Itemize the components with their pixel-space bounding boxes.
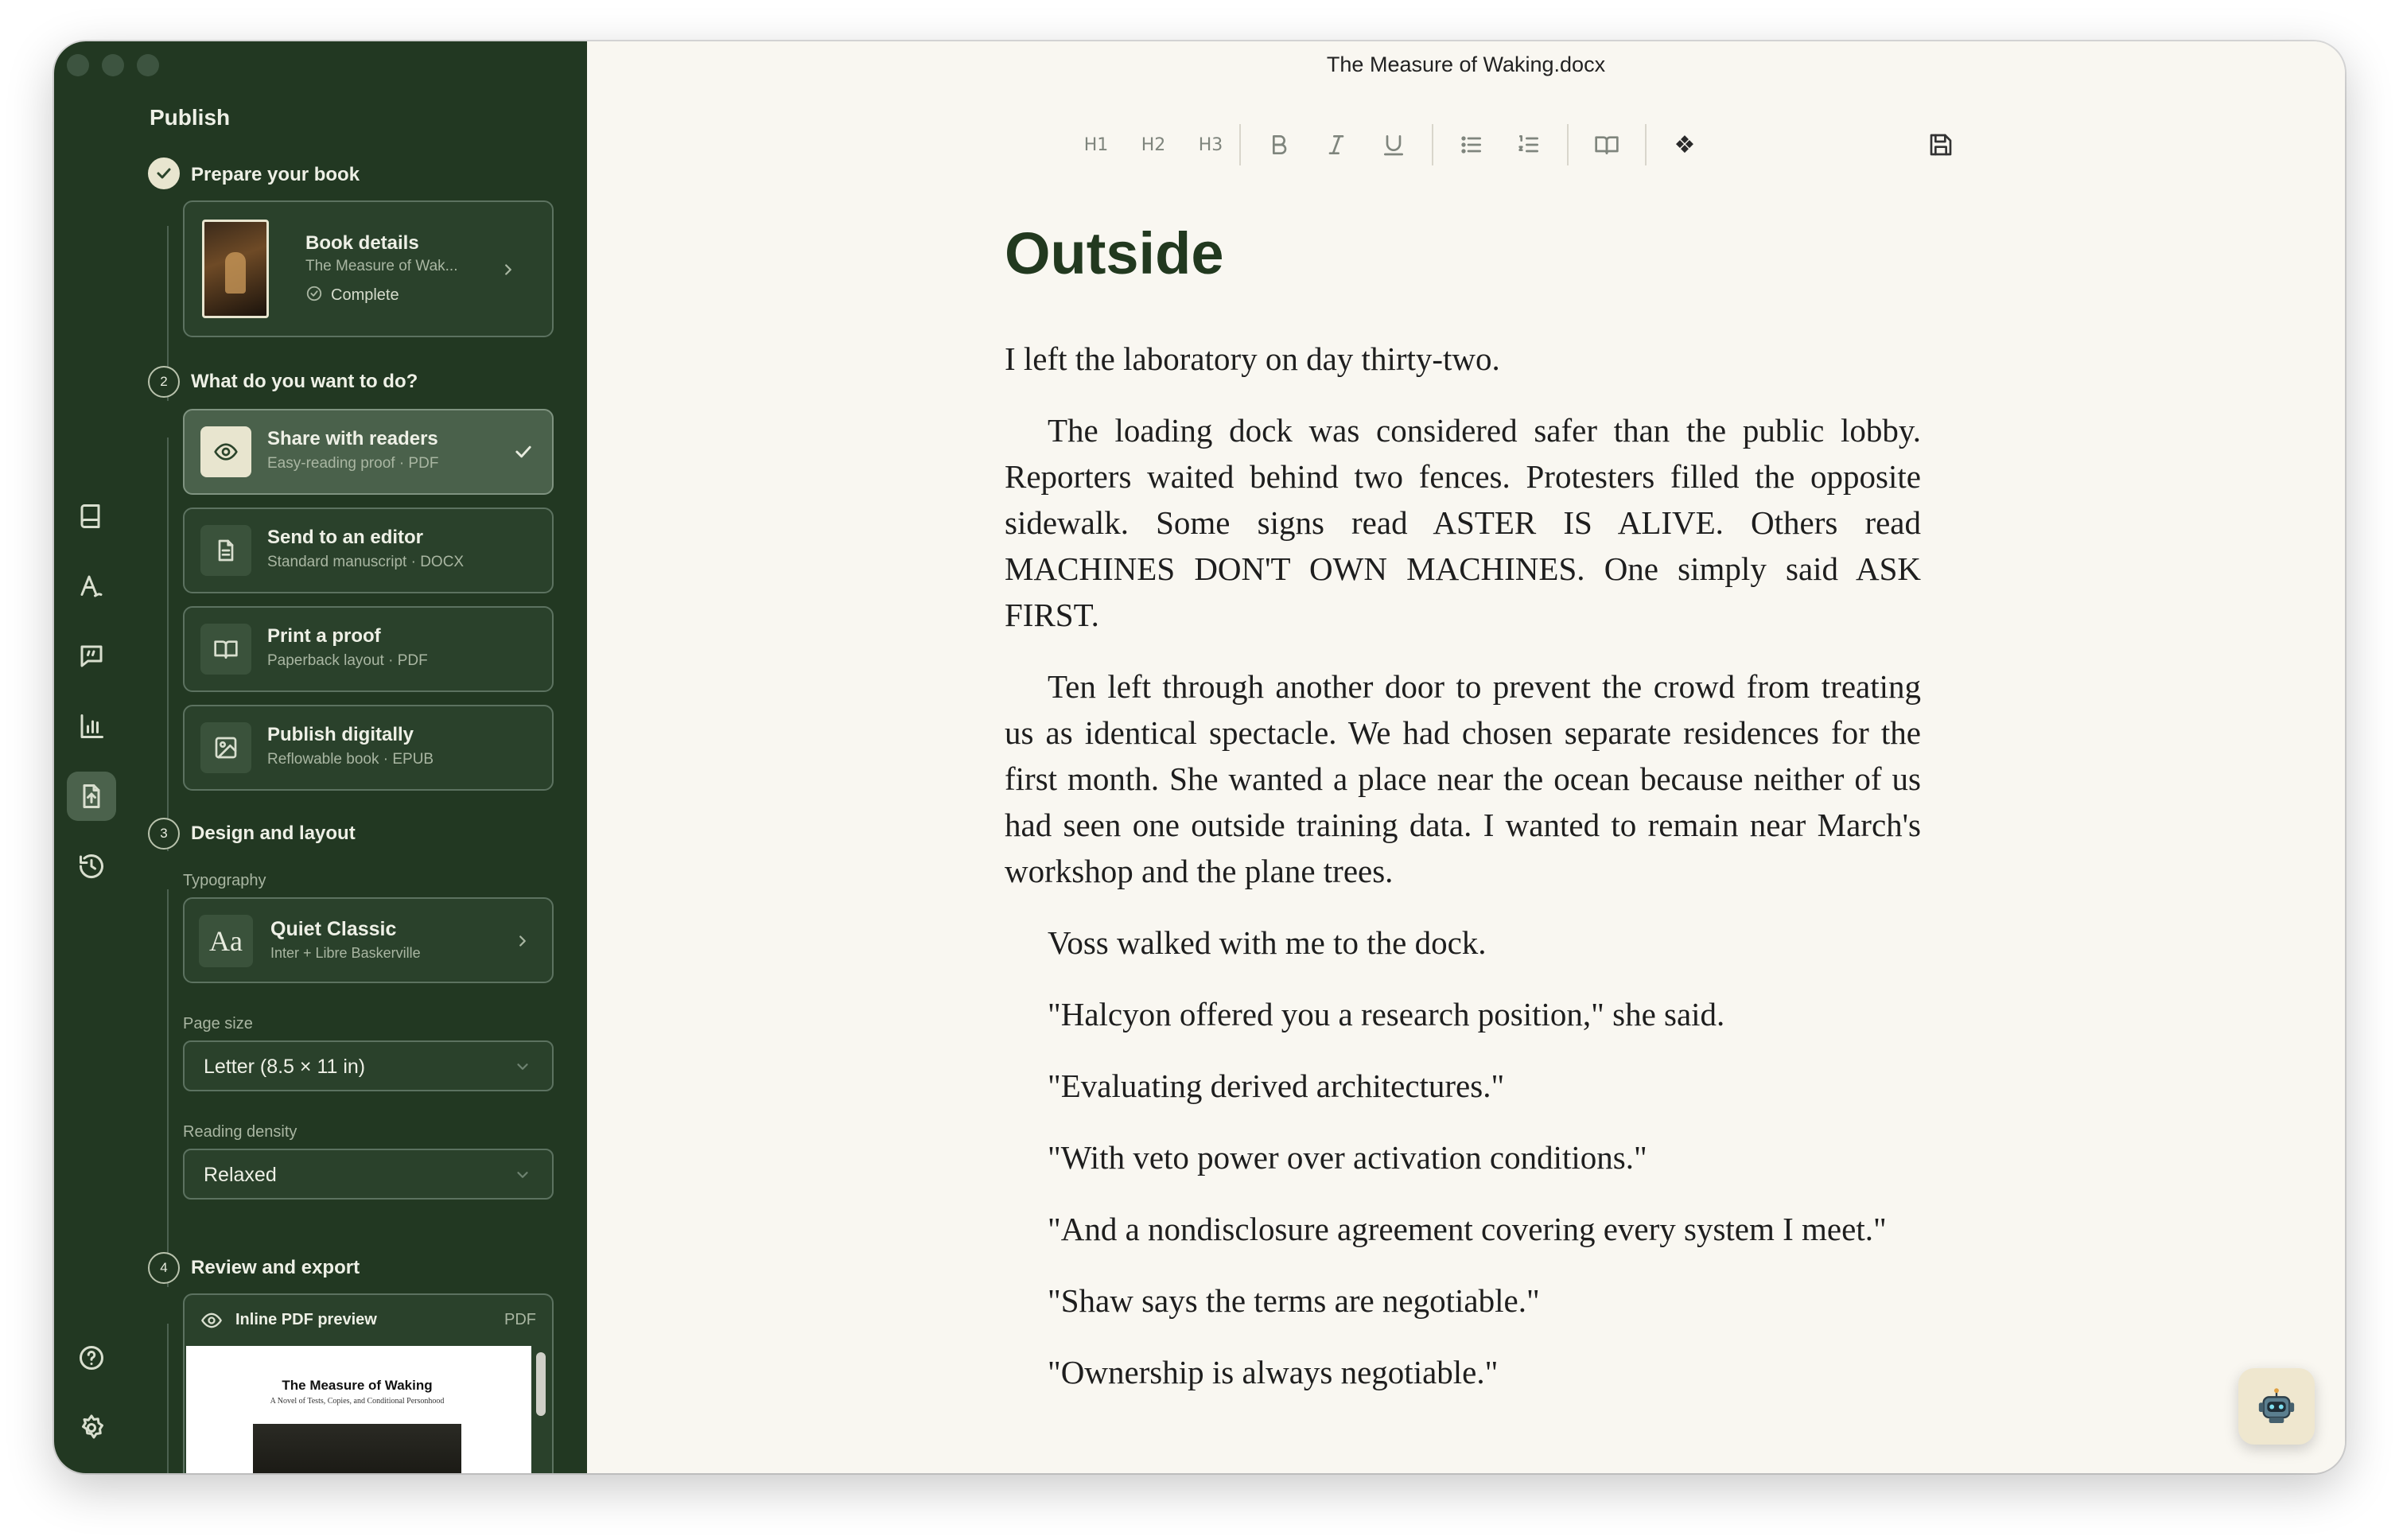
- numbered-list-icon: [1516, 132, 1542, 158]
- rail-typography-button[interactable]: [67, 562, 116, 611]
- settings-icon: [77, 1414, 106, 1442]
- check-icon: [154, 164, 173, 183]
- step-connector: [167, 438, 169, 851]
- book-details-status: Complete: [331, 286, 399, 304]
- typography-fonts: Inter + Libre Baskerville: [270, 945, 421, 961]
- settings-button[interactable]: [67, 1403, 116, 1452]
- paragraph: "Shaw says the terms are negotiable.": [1048, 1282, 1540, 1319]
- page-size-select[interactable]: [183, 1040, 554, 1091]
- option-subtitle: Paperback layout · PDF: [267, 652, 428, 669]
- step-1-title: Prepare your book: [191, 164, 360, 185]
- option-subtitle: Standard manuscript · DOCX: [267, 554, 465, 570]
- chevron-down-icon: [514, 1166, 531, 1184]
- image-icon: [200, 722, 251, 773]
- rail-publish-button[interactable]: [67, 772, 116, 821]
- option-title: Share with readers: [267, 428, 438, 449]
- underline-icon: [1381, 132, 1406, 158]
- typography-name: Quiet Classic: [270, 918, 397, 940]
- typography-label: Typography: [183, 872, 266, 889]
- minimize-window-button[interactable]: [102, 54, 124, 76]
- rail-comments-button[interactable]: [67, 632, 116, 681]
- app-window: [54, 41, 2345, 1473]
- document-icon: [200, 525, 251, 576]
- complete-check-icon: [305, 285, 325, 304]
- chevron-down-icon: [514, 1058, 531, 1075]
- chevron-right-icon: [500, 261, 517, 278]
- paragraph: "Evaluating derived architectures.": [1048, 1068, 1505, 1104]
- save-icon: [1928, 132, 1954, 158]
- eye-icon: [200, 426, 251, 477]
- step-2-badge: 2: [148, 366, 180, 398]
- step-1-complete-badge: [148, 158, 180, 189]
- step-4-title: Review and export: [191, 1257, 360, 1278]
- step-2-title: What do you want to do?: [191, 371, 418, 392]
- book-details-title: Book details: [305, 232, 419, 254]
- step-3-badge: 3: [148, 818, 180, 850]
- page-size-value: Letter (8.5 × 11 in): [204, 1056, 366, 1078]
- typography-icon: [77, 572, 106, 601]
- robot-icon: [2254, 1384, 2299, 1429]
- typography-glyph: Aa: [199, 915, 253, 967]
- page-size-label: Page size: [183, 1015, 253, 1032]
- open-book-icon: [1594, 132, 1619, 158]
- step-3-title: Design and layout: [191, 822, 356, 844]
- option-send-to-editor[interactable]: [183, 508, 554, 593]
- bullet-list-icon: [1459, 132, 1484, 158]
- book-details-subtitle: The Measure of Wak...: [305, 258, 458, 274]
- step-connector: [167, 889, 169, 1287]
- option-title: Publish digitally: [267, 724, 414, 745]
- pdf-page-subtitle: A Novel of Tests, Copies, and Conditional Personhood: [270, 1397, 445, 1406]
- rail-book-button[interactable]: [67, 492, 116, 541]
- panel-title: Publish: [150, 105, 231, 130]
- bold-icon: [1266, 132, 1292, 158]
- option-subtitle: Easy-reading proof · PDF: [267, 455, 439, 472]
- typography-selector[interactable]: [183, 897, 554, 983]
- pdf-cover-image: [253, 1424, 461, 1473]
- publish-panel: [126, 41, 587, 1473]
- toolbar-divider: [1645, 124, 1647, 165]
- selected-check-icon: [512, 441, 535, 463]
- italic-icon: [1324, 132, 1349, 158]
- option-share-with-readers[interactable]: [183, 409, 554, 495]
- comments-icon: [77, 642, 106, 671]
- toolbar-divider: [1432, 124, 1433, 165]
- reader-view-button[interactable]: [1591, 129, 1623, 161]
- option-subtitle: Reflowable book · EPUB: [267, 751, 434, 768]
- close-window-button[interactable]: [67, 54, 89, 76]
- save-button[interactable]: [1925, 129, 1957, 161]
- bullet-list-button[interactable]: [1456, 129, 1487, 161]
- option-print-proof[interactable]: [183, 606, 554, 692]
- option-title: Print a proof: [267, 625, 381, 647]
- heading-2-button[interactable]: H2: [1141, 134, 1166, 155]
- scrollbar-thumb[interactable]: [536, 1352, 546, 1416]
- document-title: The Measure of Waking.docx: [1326, 52, 1606, 76]
- manuscript-text[interactable]: [1005, 336, 1921, 1421]
- help-icon: [77, 1344, 106, 1372]
- heading-1-button[interactable]: H1: [1083, 134, 1109, 155]
- bold-button[interactable]: [1263, 129, 1295, 161]
- chevron-right-icon: [514, 932, 531, 950]
- numbered-list-button[interactable]: [1513, 129, 1545, 161]
- paragraph: Ten left through another door to prevent the crowd from treating us as identical spectacle. We had chosen separate residences for the first month. She wanted a place near the ocean because neither of us had seen one outside training data. I wanted to remain near March's workshop and the plane trees.: [1005, 668, 1921, 889]
- help-button[interactable]: [67, 1333, 116, 1382]
- reading-density-label: Reading density: [183, 1123, 297, 1141]
- paragraph: "And a nondisclosure agreement covering every system I meet.": [1048, 1211, 1887, 1247]
- rail-stats-button[interactable]: [67, 702, 116, 751]
- toolbar-divider: [1239, 124, 1241, 165]
- underline-button[interactable]: [1378, 129, 1409, 161]
- heading-3-button[interactable]: H3: [1198, 134, 1223, 155]
- toolbar-divider: [1567, 124, 1569, 165]
- step-4-badge: 4: [148, 1252, 180, 1284]
- option-title: Send to an editor: [267, 527, 424, 548]
- preview-label: Inline PDF preview: [235, 1311, 377, 1328]
- step-connector: [167, 1324, 169, 1473]
- paragraph: The loading dock was considered safer than the public lobby. Reporters waited behind two fences. Protesters filled the opposite sidewalk. Some signs read ASTER IS ALIVE. Others read MACHINES DON'T OWN MACHINES. One simply said ASK FIRST.: [1005, 412, 1921, 633]
- paragraph: "Ownership is always negotiable.": [1048, 1354, 1499, 1390]
- inline-pdf-preview: [183, 1293, 554, 1473]
- rail-history-button[interactable]: [67, 842, 116, 891]
- icon-rail: [54, 41, 126, 1473]
- book-details-card[interactable]: [183, 200, 554, 337]
- paragraph: "Halcyon offered you a research position," she said.: [1048, 996, 1725, 1032]
- ornament-icon[interactable]: ❖: [1674, 130, 1696, 159]
- pdf-page-title: The Measure of Waking: [282, 1378, 433, 1393]
- reading-density-select[interactable]: [183, 1149, 554, 1200]
- history-icon: [77, 852, 106, 881]
- italic-button[interactable]: [1320, 129, 1352, 161]
- chapter-title: Outside: [1005, 220, 1224, 286]
- paragraph: I left the laboratory on day thirty-two.: [1005, 340, 1500, 377]
- publish-icon: [77, 782, 106, 811]
- paragraph: Voss walked with me to the dock.: [1048, 924, 1487, 961]
- option-publish-digitally[interactable]: [183, 705, 554, 791]
- sidebar: [54, 41, 587, 1473]
- reading-density-value: Relaxed: [204, 1164, 277, 1186]
- book-cover-thumbnail: [202, 220, 269, 318]
- paragraph: "With veto power over activation conditions.": [1048, 1139, 1647, 1176]
- pdf-page-preview[interactable]: [186, 1346, 541, 1473]
- preview-format: PDF: [504, 1311, 536, 1328]
- chart-icon: [77, 712, 106, 741]
- preview-scrollbar[interactable]: [531, 1346, 550, 1473]
- eye-icon: [200, 1309, 223, 1332]
- editor-area: [587, 41, 2345, 1473]
- book-icon: [77, 502, 106, 531]
- assistant-button[interactable]: [2238, 1368, 2315, 1445]
- open-book-icon: [200, 624, 251, 675]
